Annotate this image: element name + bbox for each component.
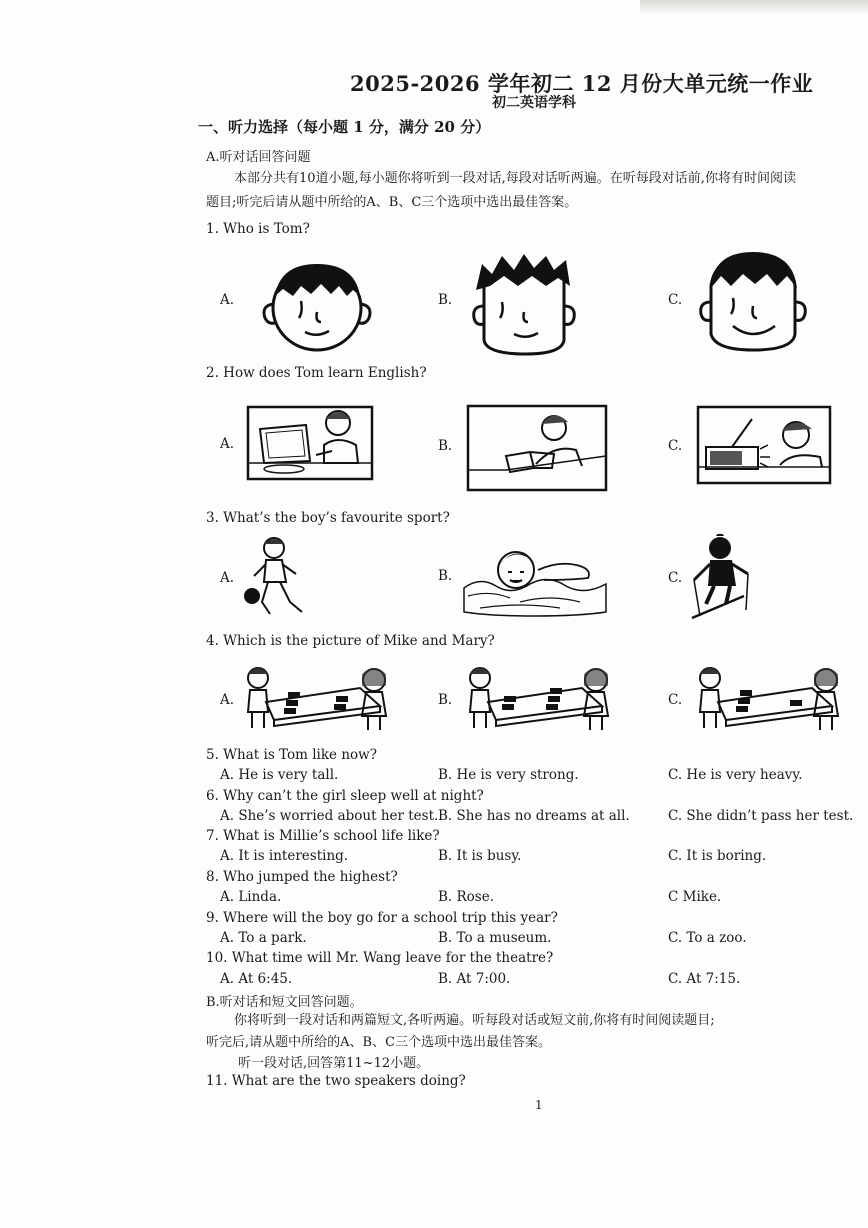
q5-option-b[interactable]: B. He is very strong. xyxy=(438,767,579,783)
q7-option-a[interactable]: A. It is interesting. xyxy=(220,848,349,864)
question-4: 4. Which is the picture of Mike and Mary? xyxy=(206,633,495,649)
q5-option-a[interactable]: A. He is very tall. xyxy=(220,767,339,783)
q10-option-c[interactable]: C. At 7:15. xyxy=(668,971,741,987)
q10-option-a[interactable]: A. At 6:45. xyxy=(220,971,293,987)
q7-option-b[interactable]: B. It is busy. xyxy=(438,848,522,864)
q4-letter-c: C. xyxy=(668,692,683,708)
question-2: 2. How does Tom learn English? xyxy=(206,365,427,381)
q6-option-b[interactable]: B. She has no dreams at all. xyxy=(438,808,630,824)
page-subtitle: 初二英语学科 xyxy=(492,95,576,111)
q8-option-a[interactable]: A. Linda. xyxy=(220,889,282,905)
page-title: 2025-2026 学年初二 12 月份大单元统一作业 xyxy=(350,71,814,96)
question-9: 9. Where will the boy go for a school trip this year? xyxy=(206,910,558,926)
part-a-instruction-1: 本部分共有10道小题,每小题你将听到一段对话,每段对话听两遍。在听每段对话前,你将有时间阅读 xyxy=(234,171,796,186)
q3-letter-a: A. xyxy=(220,570,235,586)
q8-option-b[interactable]: B. Rose. xyxy=(438,889,495,905)
boy-reading-book-icon[interactable] xyxy=(466,404,608,492)
kids-box-3-icon[interactable] xyxy=(692,662,844,736)
boy-face-smiling-icon[interactable] xyxy=(695,246,815,356)
q9-option-a[interactable]: A. To a park. xyxy=(220,930,307,946)
question-10: 10. What time will Mr. Wang leave for the theatre? xyxy=(206,950,554,966)
boy-football-icon[interactable] xyxy=(240,536,312,622)
q2-letter-a: A. xyxy=(220,436,235,452)
q4-letter-a: A. xyxy=(220,692,235,708)
part-b-instruction-2: 听完后,请从题中所给的A、B、C三个选项中选出最佳答案。 xyxy=(206,1035,552,1050)
page-number: 1 xyxy=(535,1098,543,1112)
question-3: 3. What’s the boy’s favourite sport? xyxy=(206,510,450,526)
kids-box-1-icon[interactable] xyxy=(240,662,392,736)
q1-letter-b: B. xyxy=(438,292,453,308)
q6-option-c[interactable]: C. She didn’t pass her test. xyxy=(668,808,854,824)
boy-skiing-icon[interactable] xyxy=(686,534,760,620)
boy-face-spiky-hair-icon[interactable] xyxy=(462,250,592,360)
q6-option-a[interactable]: A. She’s worried about her test. xyxy=(220,808,439,824)
part-b-instruction-1: 你将听到一段对话和两篇短文,各听两遍。听每段对话或短文前,你将有时间阅读题目; xyxy=(234,1013,715,1028)
q8-option-c[interactable]: C Mike. xyxy=(668,889,722,905)
boy-swimming-icon[interactable] xyxy=(460,536,610,618)
q4-letter-b: B. xyxy=(438,692,453,708)
scan-shadow xyxy=(640,0,868,14)
kids-box-2-icon[interactable] xyxy=(462,662,614,736)
q1-letter-a: A. xyxy=(220,292,235,308)
boy-face-bowl-hair-icon[interactable] xyxy=(255,256,385,356)
part-a-instruction-2: 题目;听完后请从题中所给的A、B、C三个选项中选出最佳答案。 xyxy=(206,195,578,210)
part-a-label: A.听对话回答问题 xyxy=(206,150,311,165)
q3-letter-c: C. xyxy=(668,570,683,586)
part-b-label: B.听对话和短文回答问题。 xyxy=(206,995,363,1010)
q7-option-c[interactable]: C. It is boring. xyxy=(668,848,767,864)
q10-option-b[interactable]: B. At 7:00. xyxy=(438,971,511,987)
q3-letter-b: B. xyxy=(438,568,453,584)
q1-letter-c: C. xyxy=(668,292,683,308)
section-heading: 一、听力选择（每小题 1 分，满分 20 分） xyxy=(198,118,491,136)
question-5: 5. What is Tom like now? xyxy=(206,747,377,763)
q2-letter-c: C. xyxy=(668,438,683,454)
q5-option-c[interactable]: C. He is very heavy. xyxy=(668,767,803,783)
boy-computer-icon[interactable] xyxy=(246,405,374,481)
question-1: 1. Who is Tom? xyxy=(206,221,310,237)
question-11: 11. What are the two speakers doing? xyxy=(206,1073,466,1089)
question-7: 7. What is Millie’s school life like? xyxy=(206,828,440,844)
question-8: 8. Who jumped the highest? xyxy=(206,869,398,885)
boy-radio-icon[interactable] xyxy=(696,405,832,485)
question-6: 6. Why can’t the girl sleep well at night? xyxy=(206,788,484,804)
part-b-instruction-3: 听一段对话,回答第11~12小题。 xyxy=(238,1056,430,1071)
q9-option-c[interactable]: C. To a zoo. xyxy=(668,930,747,946)
q9-option-b[interactable]: B. To a museum. xyxy=(438,930,552,946)
q2-letter-b: B. xyxy=(438,438,453,454)
